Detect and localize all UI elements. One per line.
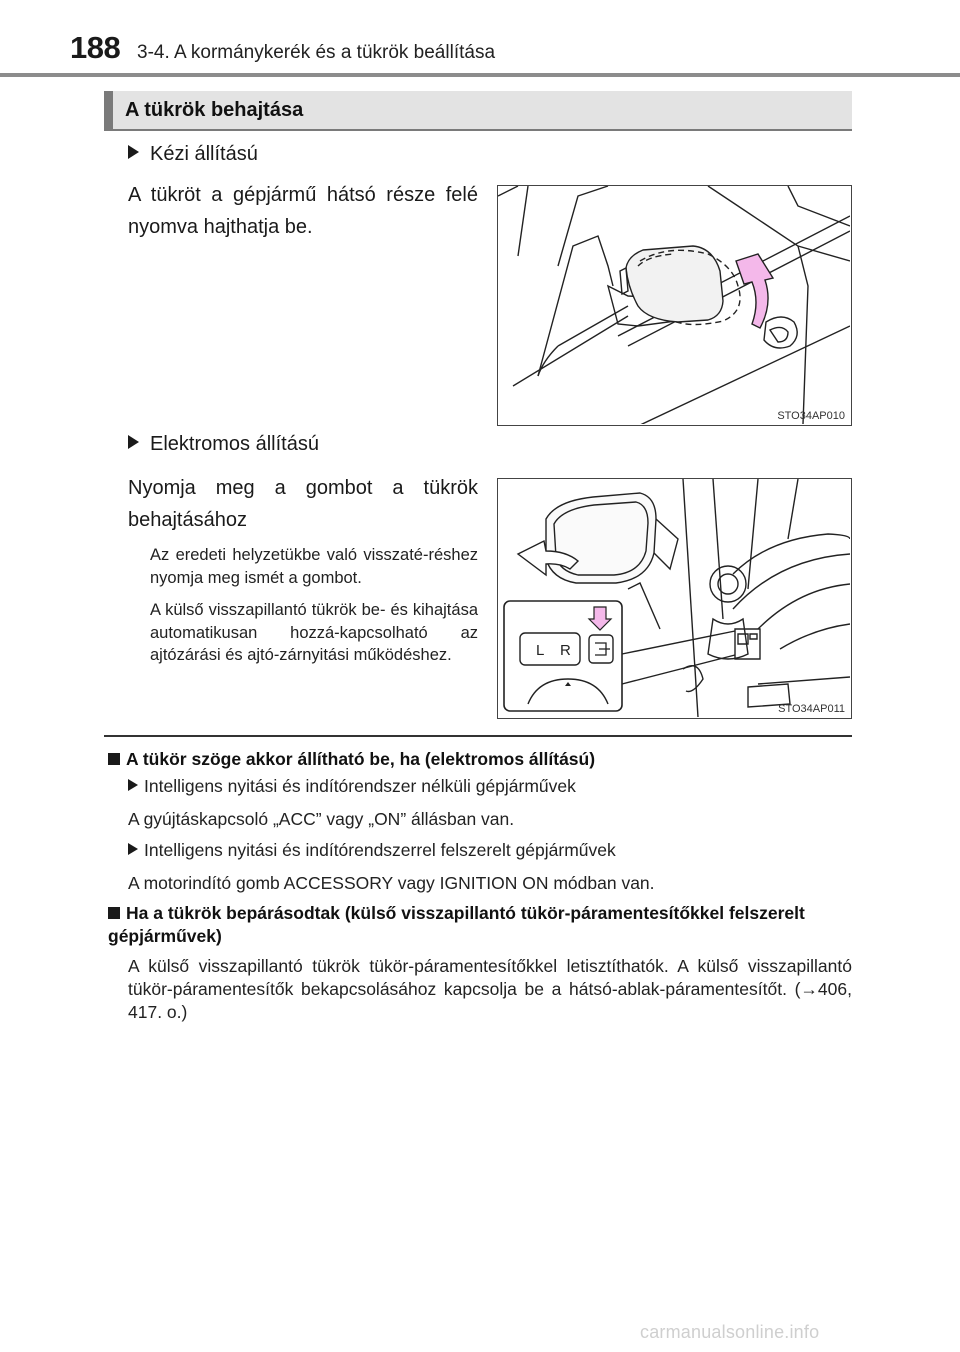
note-case2-text: A motorindító gomb ACCESSORY vagy IGNITION ON módban van. [128,873,655,893]
manual-mirror-illustration [498,186,850,424]
section-bar-underline [104,129,852,131]
fold-direction-arrow [736,254,773,328]
note-case2-label-text: Intelligens nyitási és indítórendszerrel felszerelt gépjárművek [144,840,616,860]
figure-code: STO34AP010 [777,410,845,422]
section-divider [104,735,852,737]
mirror-switch-inset [504,601,622,711]
electric-mirror-figure [497,478,852,719]
manual-heading [128,143,258,166]
note-case2-label [128,840,616,861]
electric-note-auto: A külső visszapillantó tükrök be- és kihajtása automatikusan hozzá-kapcsolható az ajtózárási és ajtó-zárnyitási működéshez. [150,601,478,664]
switch-right-label: R [560,642,571,659]
note-case1-text: A gyújtáskapcsoló „ACC” vagy „ON” állásban van. [128,809,515,829]
electric-note-restore: Az eredeti helyzetükbe való visszaté-réshez nyomja meg ismét a gombot. [150,546,478,587]
section-title: A tükrök behajtása [125,99,304,121]
triangle-bullet-icon [128,145,139,159]
square-bullet-icon [108,907,120,919]
triangle-bullet-icon [128,779,138,791]
square-bullet-icon [108,753,120,765]
electric-heading-text: Elektromos állítású [150,433,319,455]
manual-heading-text: Kézi állítású [150,143,258,165]
header-rule [0,73,960,77]
note-defog-heading-text: Ha a tükrök bepárásodtak (külső visszapillantó tükör-páramentesítőkkel felszerelt gépjárművek) [108,903,805,946]
switch-left-label: L [536,642,545,659]
note-defog-text: A külső visszapillantó tükrök tükör-páramentesítőkkel letisztíthatók. A külső visszapillantó tükör-páramentesítők bekapcsolásához kapcsolja be a hátsó-ablak-páramentesítőt. (→406, 417. o.) [128,956,852,1022]
note-case1-label-text: Intelligens nyitási és indítórendszer nélküli gépjárművek [144,776,576,796]
triangle-bullet-icon [128,843,138,855]
chapter-title: 3-4. A kormánykerék és a tükrök beállítása [137,42,496,63]
manual-body: A tükröt a gépjármű hátsó része felé nyomva hajthatja be. [128,184,478,238]
watermark: carmanualsonline.info [640,1322,820,1342]
electric-mirror-illustration [498,479,850,717]
electric-body: Nyomja meg a gombot a tükrök behajtásához [128,477,478,531]
note-case1-label [128,776,576,797]
figure-code: STO34AP011 [778,703,845,715]
page-number: 188 [70,30,121,65]
note-defog-heading [108,902,854,948]
triangle-bullet-icon [128,435,139,449]
note-angle-heading-text: A tükör szöge akkor állítható be, ha (elektromos állítású) [126,749,596,769]
electric-heading [128,433,319,456]
manual-mirror-figure [497,185,852,426]
note-angle-heading [108,748,854,771]
